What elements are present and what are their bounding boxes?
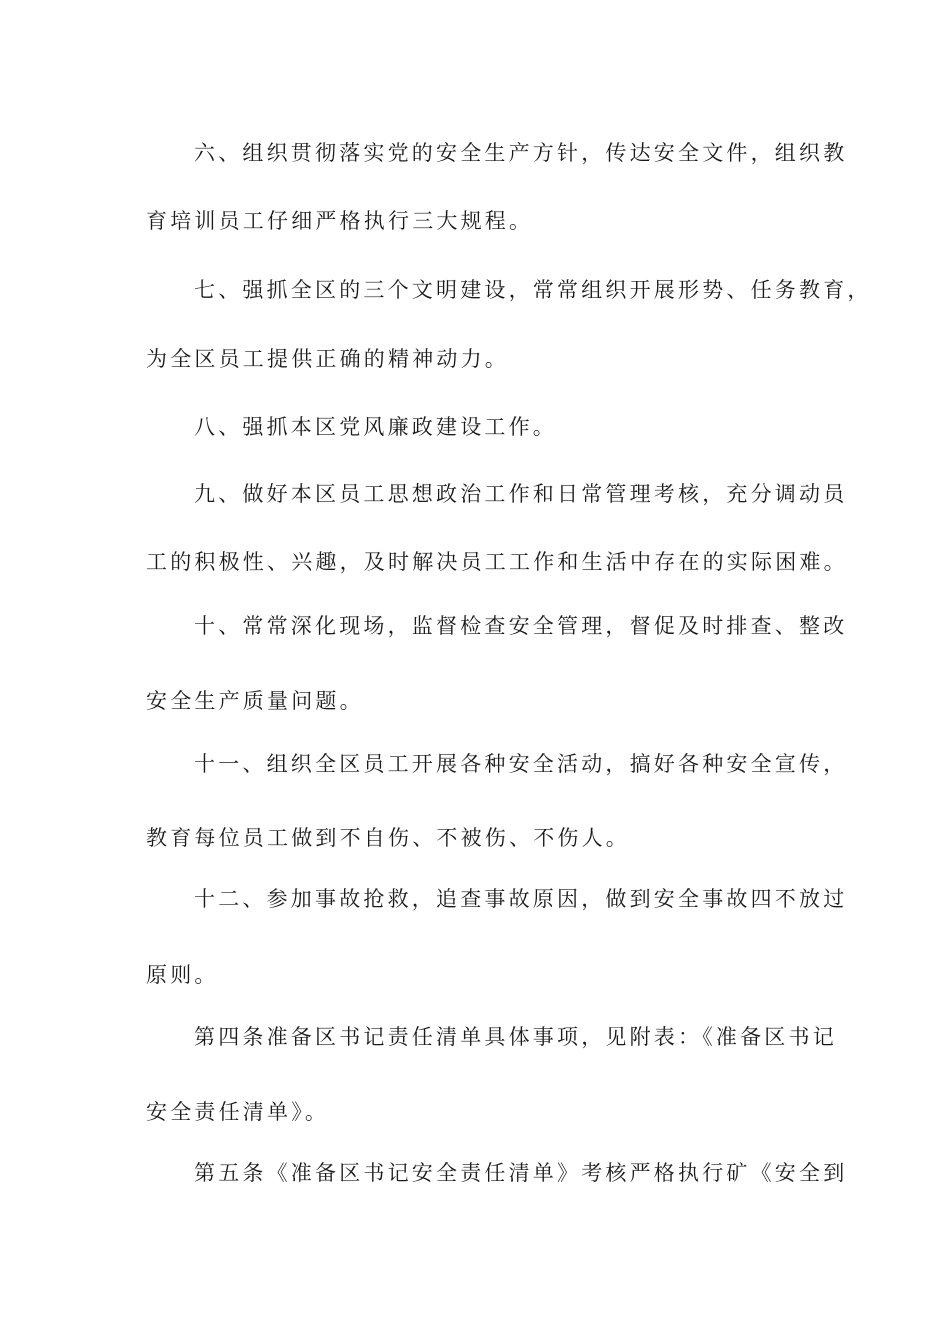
paragraph-7-line-1: 七、强抓全区的三个文明建设，常常组织开展形势、任务教育， [194, 278, 872, 302]
article-5-line-1: 第五条《准备区书记安全责任清单》考核严格执行矿《安全到 [194, 1161, 848, 1185]
paragraph-6-line-1: 六、组织贯彻落实党的安全生产方针，传达安全文件，组织教 [194, 141, 848, 165]
paragraph-10-line-2: 安全生产质量问题。 [146, 689, 364, 713]
paragraph-7-line-2: 为全区员工提供正确的精神动力。 [146, 347, 509, 371]
paragraph-11-line-1: 十一、组织全区员工开展各种安全活动，搞好各种安全宣传， [194, 752, 848, 776]
paragraph-12-line-1: 十二、参加事故抢救，追查事故原因，做到安全事故四不放过 [194, 887, 848, 911]
paragraph-8-line-1: 八、强抓本区党风廉政建设工作。 [194, 415, 557, 439]
paragraph-9-line-2: 工的积极性、兴趣，及时解决员工工作和生活中存在的实际困难。 [146, 550, 848, 574]
paragraph-6-line-2: 育培训员工仔细严格执行三大规程。 [146, 209, 534, 233]
article-4-line-2: 安全责任清单》。 [146, 1100, 330, 1124]
paragraph-10-line-1: 十、常常深化现场，监督检查安全管理，督促及时排查、整改 [194, 614, 848, 638]
paragraph-9-line-1: 九、做好本区员工思想政治工作和日常管理考核，充分调动员 [194, 482, 848, 506]
paragraph-11-line-2: 教育每位员工做到不自伤、不被伤、不伤人。 [146, 826, 630, 850]
article-4-line-1: 第四条准备区书记责任清单具体事项，见附表：《准备区书记 [194, 1025, 837, 1049]
paragraph-12-line-2: 原则。 [146, 963, 219, 987]
